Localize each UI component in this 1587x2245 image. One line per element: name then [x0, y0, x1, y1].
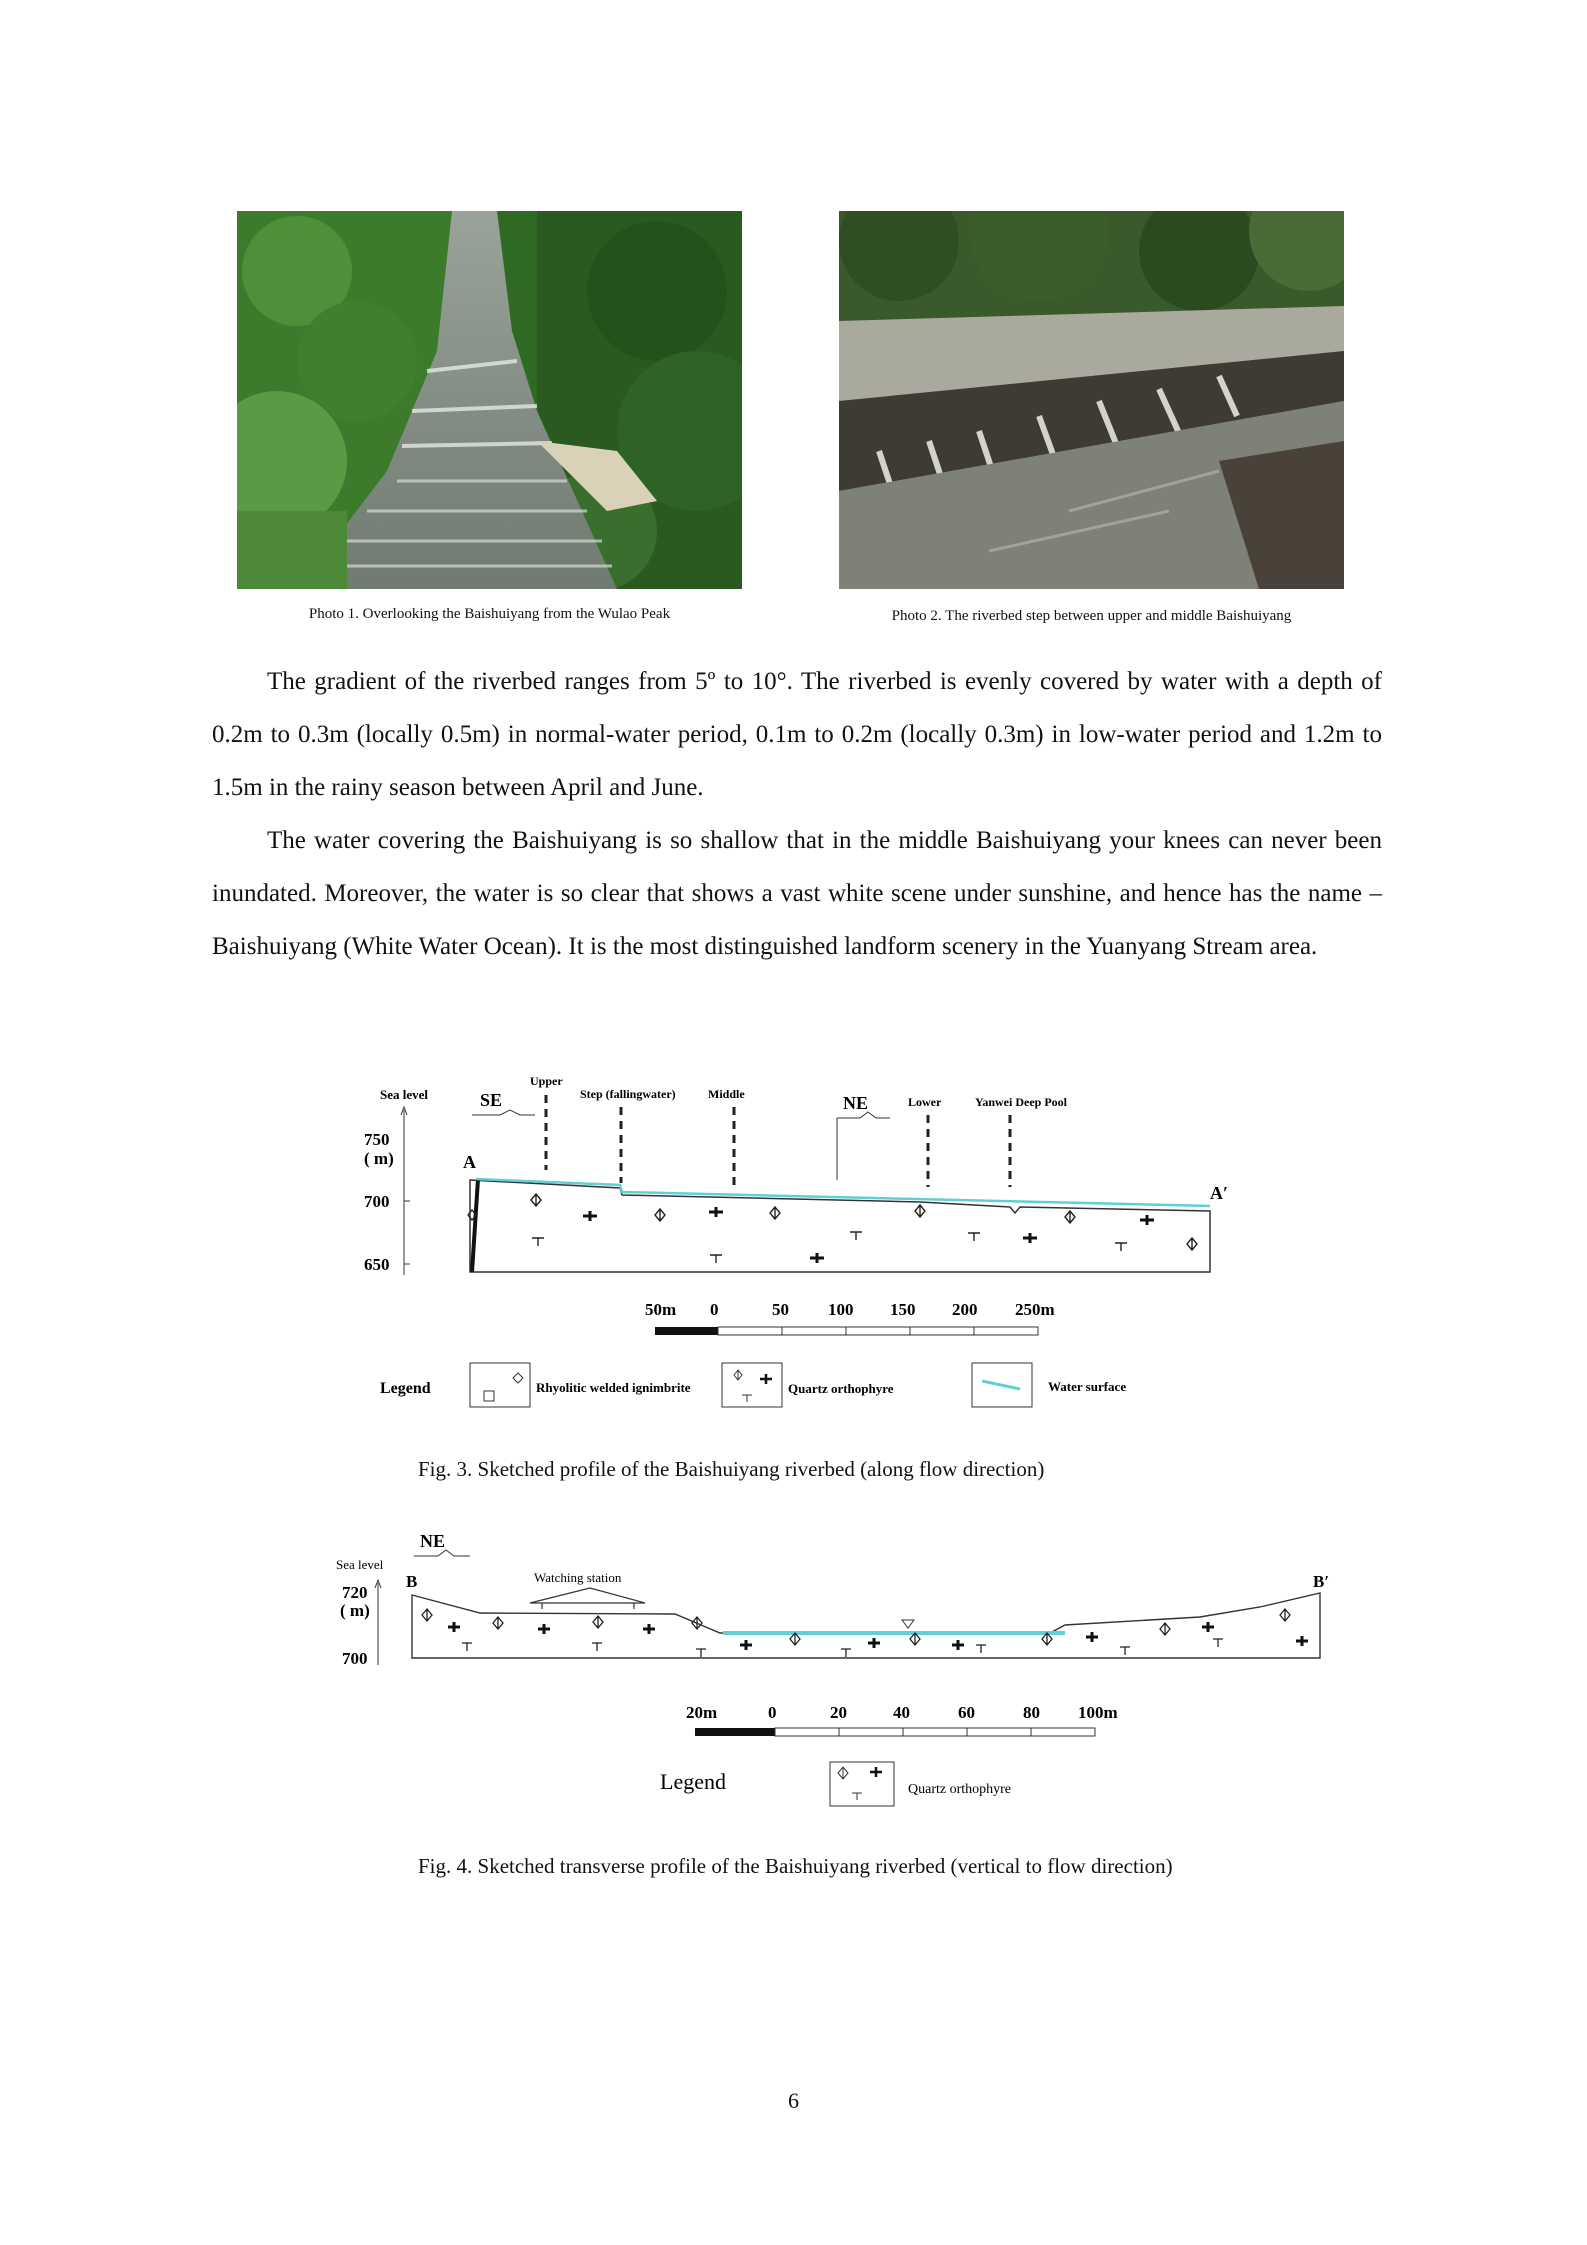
- fig4-sea-level-label: Sea level: [336, 1557, 384, 1572]
- fig3-dir-se: SE: [480, 1090, 503, 1110]
- fig3-scale-0: 0: [710, 1300, 719, 1319]
- fig4-legend-orthophyre: Quartz orthophyre: [908, 1782, 1012, 1797]
- figure-4-caption: Fig. 4. Sketched transverse profile of the Baishuiyang riverbed (vertical to flow direction): [418, 1854, 1173, 1878]
- fig4-scale-40: 40: [893, 1703, 910, 1722]
- fig4-unit: ( m): [340, 1601, 370, 1620]
- fig3-label-yanwei: Yanwei Deep Pool: [975, 1095, 1067, 1109]
- fig3-legend-water: Water surface: [1048, 1379, 1127, 1394]
- fig3-scale-100: 100: [828, 1300, 854, 1319]
- fig3-scale-200: 200: [952, 1300, 978, 1319]
- photo-wulao-peak-overlook: [237, 211, 742, 589]
- fig3-tick-650: 650: [364, 1255, 390, 1274]
- fig4-tick-700: 700: [342, 1649, 368, 1668]
- paragraph-gradient: The gradient of the riverbed ranges from 5º to 10°. The riverbed is evenly covered by water with a depth of 0.2m to 0.3m (locally 0.5m) in normal-water period, 0.1m to 0.2m (locally 0.3m) in low-water period and 1.2m to 1.5m in the rainy season between April and June.: [212, 668, 1382, 801]
- fig3-unit: ( m): [364, 1149, 394, 1168]
- fig4-point-b2: B′: [1313, 1572, 1330, 1591]
- fig3-scale-150: 150: [890, 1300, 916, 1319]
- figure-4-transverse-profile: [330, 1525, 1350, 1815]
- fig3-point-a2: A′: [1210, 1183, 1229, 1203]
- fig3-scale-250m: 250m: [1015, 1300, 1055, 1319]
- fig4-point-b: B: [406, 1572, 418, 1591]
- fig3-label-middle: Middle: [708, 1087, 745, 1101]
- fig3-scale-50m-left: 50m: [645, 1300, 677, 1319]
- fig3-tick-750: 750: [364, 1130, 390, 1149]
- photo-2-caption: Photo 2. The riverbed step between upper and middle Baishuiyang: [891, 608, 1292, 624]
- fig3-sea-level-label: Sea level: [380, 1087, 429, 1102]
- fig3-label-upper: Upper: [530, 1074, 563, 1088]
- fig3-dir-ne: NE: [843, 1093, 869, 1113]
- paragraph-water: The water covering the Baishuiyang is so shallow that in the middle Baishuiyang your knees can never been inundated. Moreover, the water is so clear that shows a vast white scene under sunshine, and hence has the name – Baishuiyang (White Water Ocean). It is the most distinguished landform scenery in the Yuanyang Stream area.: [212, 827, 1382, 960]
- photo-riverbed-step: [839, 211, 1344, 589]
- fig3-label-step: Step (fallingwater): [580, 1087, 676, 1101]
- fig4-scale-20: 20: [830, 1703, 847, 1722]
- fig3-tick-700: 700: [364, 1192, 390, 1211]
- fig4-scale-80: 80: [1023, 1703, 1040, 1722]
- fig3-legend-title: Legend: [380, 1380, 431, 1397]
- fig4-dir-ne: NE: [420, 1531, 446, 1551]
- fig3-label-lower: Lower: [908, 1095, 942, 1109]
- fig4-scale-60: 60: [958, 1703, 975, 1722]
- fig3-point-a: A: [463, 1152, 476, 1172]
- fig4-tick-720: 720: [342, 1583, 368, 1602]
- fig3-scale-50: 50: [772, 1300, 789, 1319]
- fig4-scale-100m: 100m: [1078, 1703, 1118, 1722]
- body-text: [212, 655, 1382, 973]
- page-number: 6: [788, 2088, 799, 2113]
- photo-1-caption: Photo 1. Overlooking the Baishuiyang from the Wulao Peak: [308, 606, 671, 622]
- fig4-scale-0: 0: [768, 1703, 777, 1722]
- fig4-legend-title: Legend: [660, 1769, 726, 1794]
- figure-3-caption: Fig. 3. Sketched profile of the Baishuiyang riverbed (along flow direction): [418, 1457, 1045, 1481]
- fig3-legend-ignimbrite: Rhyolitic welded ignimbrite: [536, 1380, 691, 1395]
- fig4-watching-station: Watching station: [534, 1570, 622, 1585]
- fig3-legend-orthophyre: Quartz orthophyre: [788, 1381, 894, 1396]
- fig4-scale-20m-left: 20m: [686, 1703, 718, 1722]
- figure-3-longitudinal-profile: [360, 1065, 1260, 1415]
